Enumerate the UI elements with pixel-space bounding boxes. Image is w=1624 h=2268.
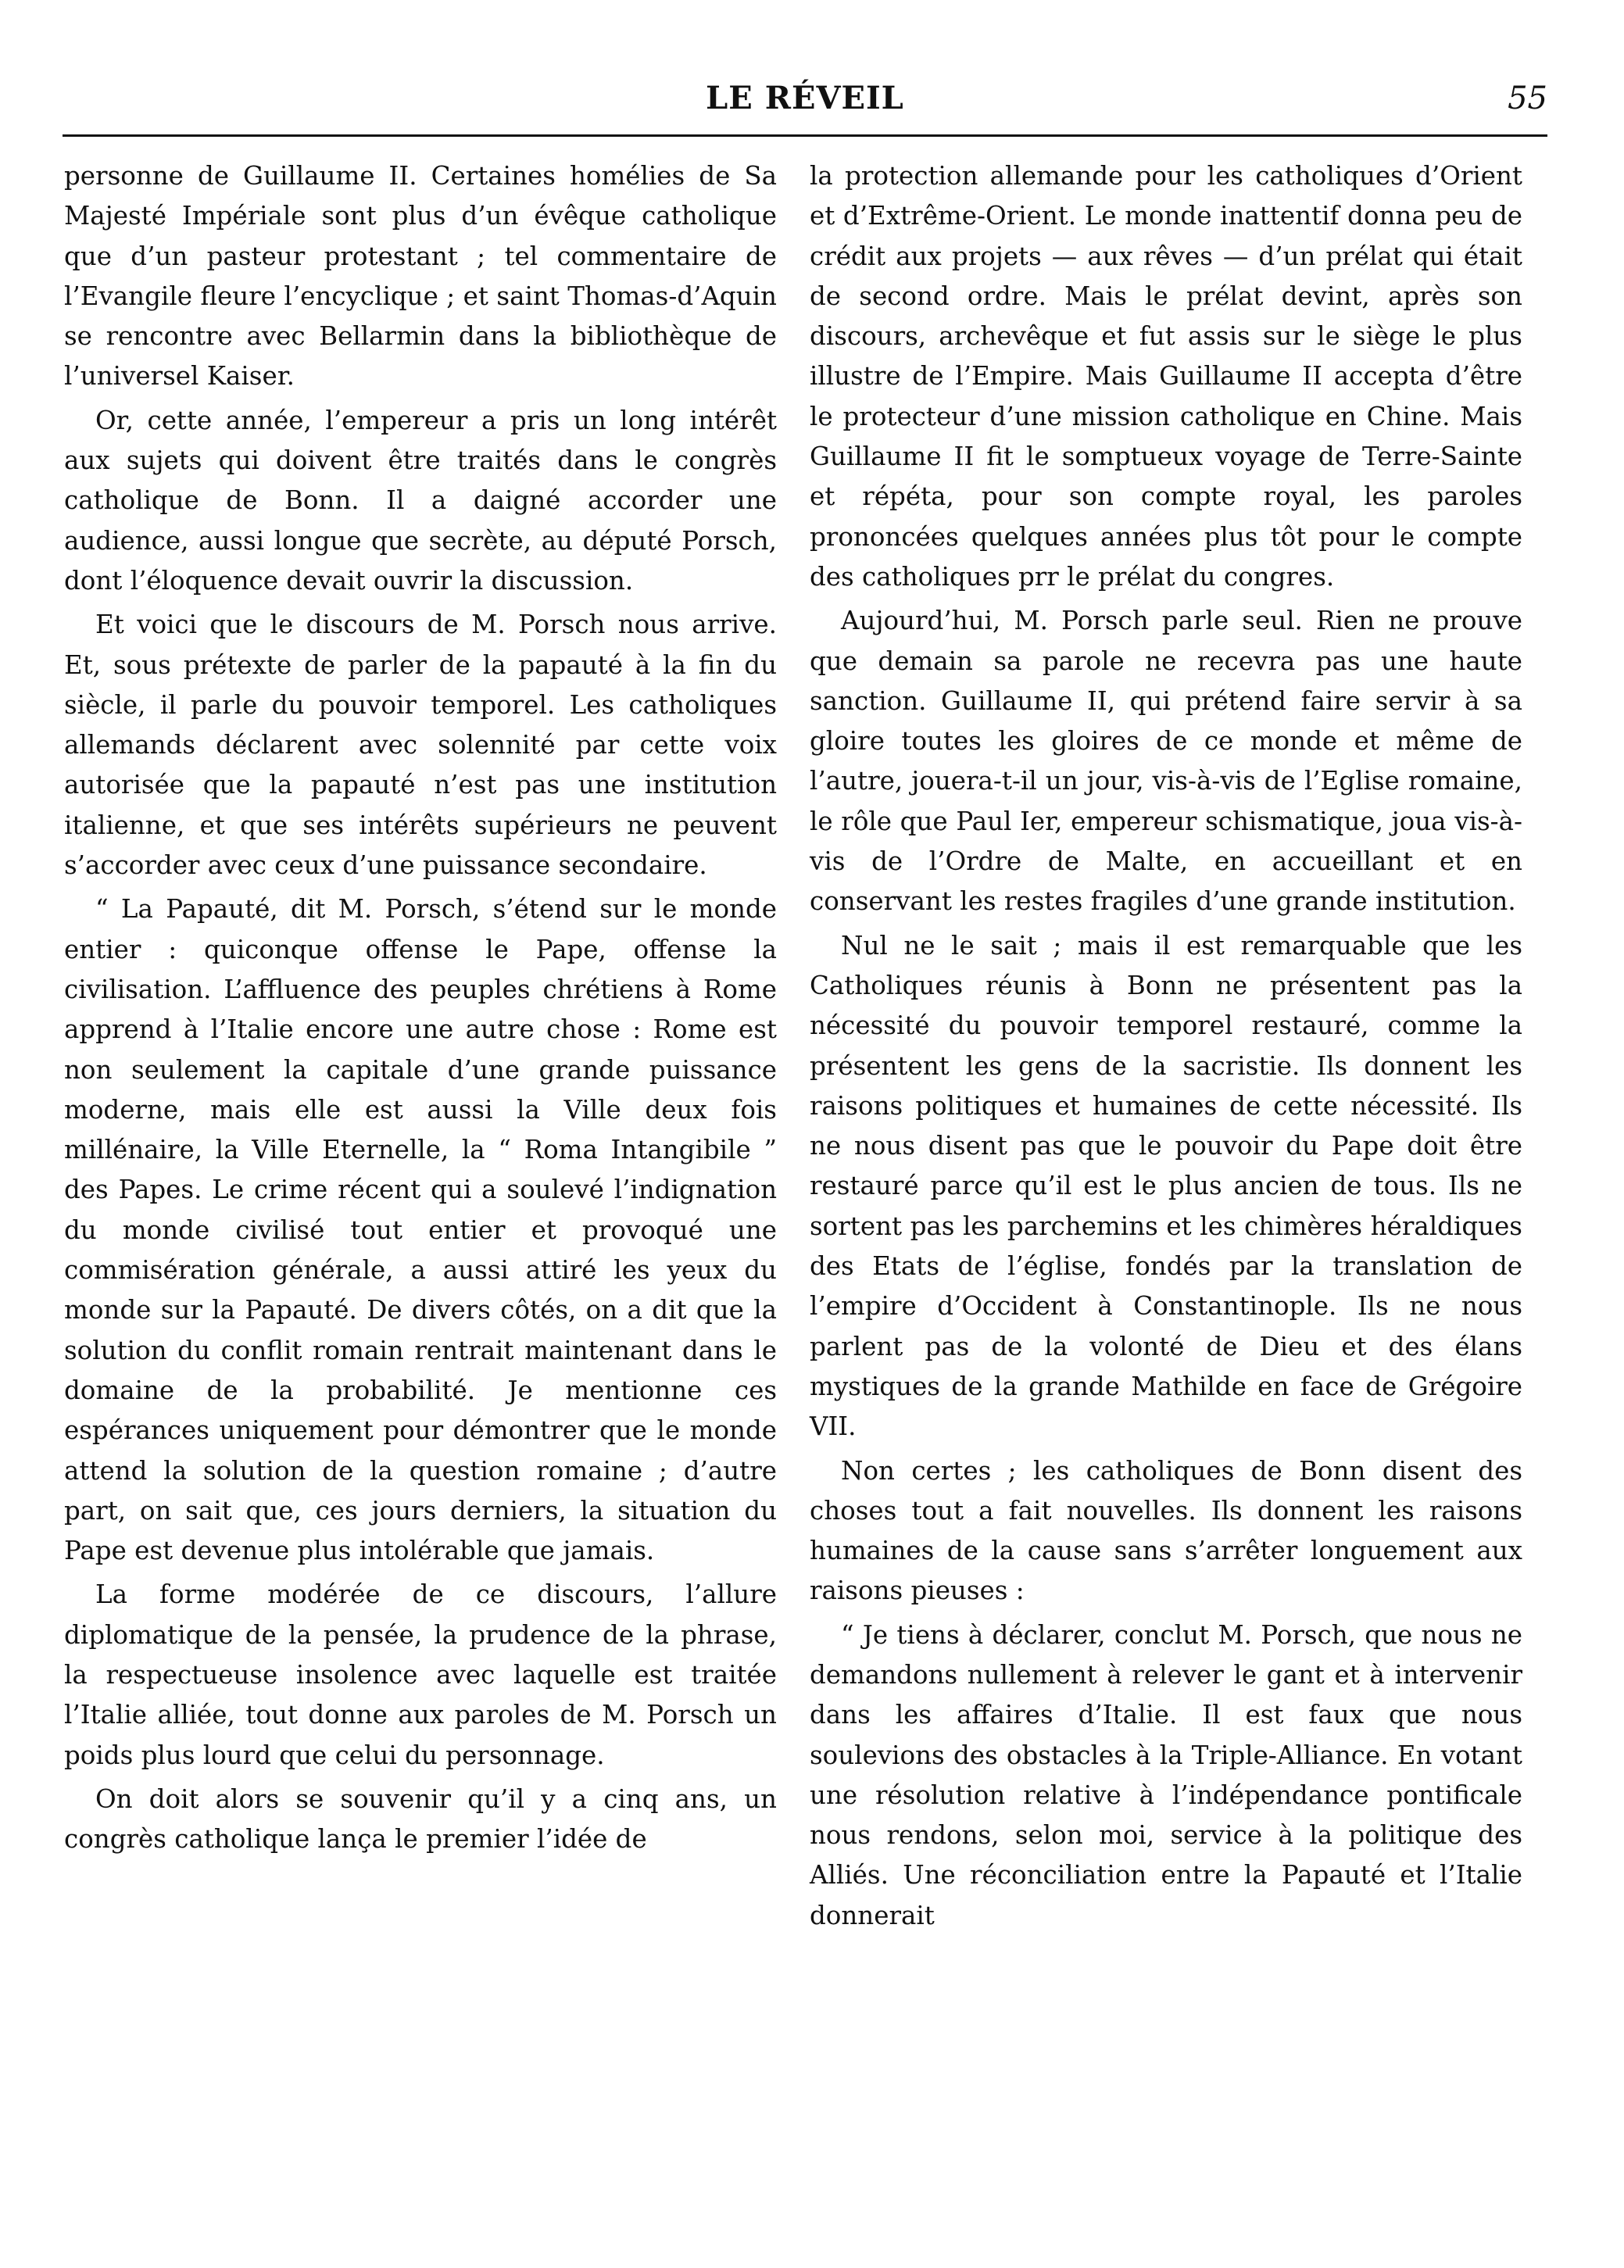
paragraph: Or, cette année, l’empereur a pris un long intérêt aux sujets qui doivent être traités dans le congrès catholique de Bonn. Il a daigné accorder une audience, aussi longue que secrète, au député Porsch, dont l’éloquence devait ouvrir la discussion.: [64, 405, 777, 596]
page-header: [63, 75, 1547, 122]
paragraph: Nul ne le sait ; mais il est remarquable que les Catholiques réunis à Bonn ne présentent pas la nécessité du pouvoir temporel restauré, comme la présentent les gens de la sacristie. Ils donnent les raisons politiques et humaines de cette nécessité. Ils ne nous disent pas que le pouvoir du Pape doit être restauré parce qu’il est le plus ancien de tous. Ils ne sortent pas les parchemins et les chimères héraldiques des Etats de l’église, fondés par la translation de l’empire d’Occident à Constantinople. Ils ne nous parlent pas de la volonté de Dieu et des élans mystiques de la grande Mathilde en face de Grégoire VII.: [810, 930, 1522, 1442]
paragraph: la protection allemande pour les catholiques d’Orient et d’Extrême-Orient. Le monde inattentif donna peu de crédit aux projets — aux rêves — d’un prélat qui était de second ordre. Mais le prélat devint, après son discours, archevêque et fut assis sur le siège le plus illustre de l’Empire. Mais Guillaume II accepta d’être le protecteur d’une mission catholique en Chine. Mais Guillaume II fit le somptueux voyage de Terre-Sainte et répéta, pour son compte royal, les paroles prononcées quelques années plus tôt pour le compte des catholiques prr le prélat du congres.: [810, 161, 1522, 592]
paragraph: On doit alors se souvenir qu’il y a cinq ans, un congrès catholique lança le premier l’idée de: [64, 1783, 777, 1855]
paragraph: “ La Papauté, dit M. Porsch, s’étend sur le monde entier : quiconque offense le Pape, offense la civilisation. L’affluence des peuples chrétiens à Rome apprend à l’Italie encore une autre chose : Rome est non seulement la capitale d’une grande puissance moderne, mais elle est aussi la Ville deux fois millénaire, la Ville Eternelle, la “ Roma Intangibile ” des Papes. Le crime récent qui a soulevé l’indignation du monde civilisé tout entier et provoqué une commisération générale, a aussi attiré les yeux du monde sur la Papauté. De divers côtés, on a dit que la solution du conflit romain rentrait maintenant dans le domaine de la probabilité. Je mentionne ces espérances uniquement pour démontrer que le monde attend la solution de la question romaine ; d’autre part, on sait que, ces jours derniers, la situation du Pape est devenue plus intolérable que jamais.: [64, 894, 777, 1566]
paragraph: La forme modérée de ce discours, l’allure diplomatique de la pensée, la prudence de la phrase, la respectueuse insolence avec laquelle est traitée l’Italie alliée, tout donne aux paroles de M. Porsch un poids plus lourd que celui du personnage.: [64, 1579, 777, 1770]
running-head-title: LE RÉVEIL: [706, 80, 904, 116]
page-number: 55: [1508, 80, 1547, 116]
paragraph: Aujourd’hui, M. Porsch parle seul. Rien ne prouve que demain sa parole ne recevra pas une haute sanction. Guillaume II, qui prétend faire servir à sa gloire toutes les gloires de ce monde et même de l’autre, jouera-t-il un jour, vis-à-vis de l’Eglise romaine, le rôle que Paul Ier, empereur schismatique, joua vis-à-vis de l’Ordre de Malte, en accueillant et en conservant les restes fragiles d’une grande institution.: [810, 606, 1522, 917]
right-column: [810, 156, 1522, 1940]
paragraph: “ Je tiens à déclarer, conclut M. Porsch, que nous ne demandons nullement à relever le gant et à intervenir dans les affaires d’Italie. Il est faux que nous soulevions des obstacles à la Triple-Alliance. En votant une résolution relative à l’indépendance pontificale nous rendons, selon moi, service à la politique des Alliés. Une réconciliation entre la Papauté et l’Italie donnerait: [810, 1619, 1522, 1930]
left-column: [64, 156, 777, 1863]
paragraph: personne de Guillaume II. Certaines homélies de Sa Majesté Impériale sont plus d’un évêque catholique que d’un pasteur protestant ; tel commentaire de l’Evangile fleure l’encyclique ; et saint Thomas-d’Aquin se rencontre avec Bellarmin dans la bibliothèque de l’universel Kaiser.: [64, 161, 777, 392]
header-rule: [63, 134, 1547, 137]
paragraph: Non certes ; les catholiques de Bonn disent des choses tout a fait nouvelles. Ils donnent les raisons humaines de la cause sans s’arrêter longuement aux raisons pieuses :: [810, 1455, 1522, 1606]
paragraph: Et voici que le discours de M. Porsch nous arrive. Et, sous prétexte de parler de la papauté à la fin du siècle, il parle du pouvoir temporel. Les catholiques allemands déclarent avec solennité par cette voix autorisée que la papauté n’est pas une institution italienne, et que ses intérêts supérieurs ne peuvent s’accorder avec ceux d’une puissance secondaire.: [64, 610, 777, 881]
